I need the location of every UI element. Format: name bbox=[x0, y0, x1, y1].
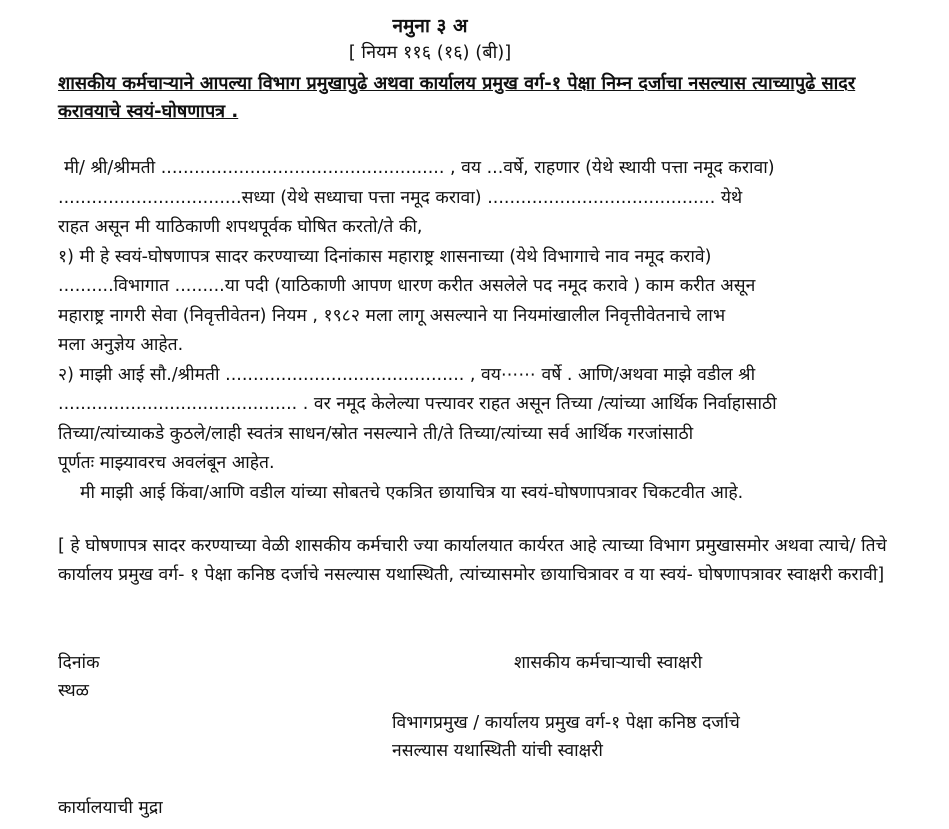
body-line: महाराष्ट्र नागरी सेवा (निवृत्तीवेतन) नियम , १९८२ मला लागू असल्याने या नियमांखालील निवृत्तीवेतनाचे लाभ bbox=[58, 305, 726, 326]
office-seal-label: कार्यालयाची मुद्रा bbox=[58, 798, 163, 818]
body-line: मला अनुज्ञेय आहेत. bbox=[58, 335, 184, 355]
date-label: दिनांक bbox=[58, 653, 100, 673]
form-title: नमुना ३ अ bbox=[392, 15, 468, 37]
body-line: मी/ श्री/श्रीमती ................................................... , वय ...वर्षे, राहणार (येथे स्थायी पत्ता नमूद करावा) bbox=[64, 158, 775, 178]
form-heading: शासकीय कर्मचाऱ्याने आपल्या विभाग प्रमुखापुढे अथवा कार्यालय प्रमुख वर्ग-१ पेक्षा निम्न दर्जाचा नसल्यास त्याच्यापुढे सादर करावयाचे स्वयं-घोषणापत्र . bbox=[58, 73, 856, 122]
body-line: ..........विभागात .........या पदी (याठिकाणी आपण धारण करीत असलेले पद नमूद करावे ) काम करीत असून bbox=[58, 276, 756, 296]
body-line: पूर्णतः माझ्यावरच अवलंबून आहेत. bbox=[58, 453, 275, 473]
body-line: ........................................... . वर नमूद केलेल्या पत्त्यावर राहत असून तिच्या /त्यांच्या आर्थिक निर्वाहासाठी bbox=[58, 394, 777, 414]
signature-instruction-note: [ हे घोषणापत्र सादर करण्याच्या वेळी शासकीय कर्मचारी ज्या कार्यालयात कार्यरत आहे त्याच्या विभाग प्रमुखासमोर अथवा त्याचे/ तिचे कार्यालय प्रमुख वर्ग- १ पेक्षा कनिष्ठ दर्जाचे नसल्यास यथास्थिती, त्यांच्यासमोर छायाचित्रावर व या स्वयं- घोषणापत्रावर स्वाक्षरी करावी] bbox=[58, 536, 887, 585]
body-line: मी माझी आई किंवा/आणि वडील यांच्या सोबतचे एकत्रित छायाचित्र या स्वयं-घोषणापत्रावर चिकटवीत आहे. bbox=[80, 482, 744, 503]
officer-signature-line-2: नसल्यास यथास्थिती यांची स्वाक्षरी bbox=[392, 741, 603, 761]
officer-signature-line-1: विभागप्रमुख / कार्यालय प्रमुख वर्ग-१ पेक्षा कनिष्ठ दर्जाचे bbox=[392, 713, 740, 733]
place-label: स्थळ bbox=[58, 681, 89, 701]
employee-signature-label: शासकीय कर्मचाऱ्याची स्वाक्षरी bbox=[514, 653, 703, 673]
body-line: .................................सध्या (येथे सध्याचा पत्ता नमूद करावा) ......................................... येथे bbox=[58, 187, 743, 208]
body-line: १) मी हे स्वयं-घोषणापत्र सादर करण्याच्या दिनांकास महाराष्ट्र शासनाच्या (येथे विभागाचे नाव नमूद करावे) bbox=[58, 246, 712, 267]
body-line: २) माझी आई सौ./श्रीमती ........................................... , वय⋯⋯ वर्षे . आणि/अथवा माझे वडील श्री bbox=[58, 364, 756, 385]
body-line: तिच्या/त्यांच्याकडे कुठले/लाही स्वतंत्र साधन/स्रोत नसल्याने ती/ते तिच्या/त्यांच्या सर्व आर्थिक गरजांसाठी bbox=[58, 423, 694, 444]
rule-reference: [ नियम ११६ (१६) (बी)] bbox=[348, 42, 512, 63]
declaration-body bbox=[58, 154, 918, 508]
body-line: राहत असून मी याठिकाणी शपथपूर्वक घोषित करतो/ते की, bbox=[58, 217, 423, 237]
